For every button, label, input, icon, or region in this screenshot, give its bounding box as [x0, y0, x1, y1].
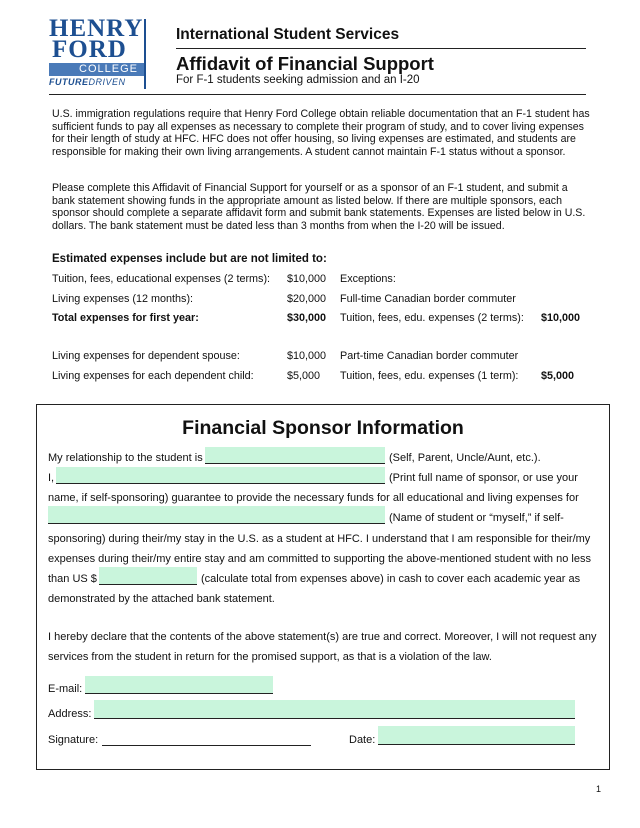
form-title: Financial Sponsor Information [182, 417, 464, 439]
logo-henry-text: HENRY [49, 15, 144, 42]
expense-label: Living expenses for each dependent child: [52, 370, 254, 382]
expenses-title: Estimated expenses include but are not limited to: [52, 253, 327, 265]
logo-college-text: COLLEGE [49, 63, 144, 76]
amount-field[interactable] [99, 567, 197, 585]
exception-label: Full-time Canadian border commuter [340, 293, 516, 305]
signature-label: Signature: [48, 734, 99, 746]
date-label: Date: [349, 734, 376, 746]
signature-line[interactable] [102, 732, 311, 746]
expense-amount: $10,000 [287, 273, 327, 285]
sponsor-name-field[interactable] [56, 467, 385, 484]
page-number: 1 [596, 784, 602, 794]
declaration-line: services from the student in return for the promised support, as that is a violation of the law. [48, 651, 492, 663]
logo-ford-text: FORD [52, 36, 127, 63]
relationship-hint: (Self, Parent, Uncle/Aunt, etc.). [389, 452, 541, 464]
amount-hint: (calculate total from expenses above) in cash to cover each academic year as [201, 573, 581, 585]
address-label: Address: [48, 708, 92, 720]
expense-label-total: Total expenses for first year: [52, 312, 199, 324]
amount-label: than US $ [48, 573, 97, 585]
relationship-label: My relationship to the student is [48, 452, 203, 464]
exception-amount: $5,000 [541, 370, 575, 382]
declaration-line: I hereby declare that the contents of the above statement(s) are true and correct. Moreover, I will not request any [48, 631, 597, 643]
logo-tagline: FUTUREDRIVEN [49, 77, 126, 87]
intro-paragraph-2: Please complete this Affidavit of Financial Support for yourself or as a sponsor of an F-1 student, and submit a bank statement showing funds in the appropriate amount as listed below. If there are multiple sponsors, each sponsor should complete a separate affidavit form and submit bank statements. Expenses are listed below in U.S. dollars. The bank statement must be dated less than 3 months from when the I-20 will be issued. [52, 182, 586, 232]
email-field[interactable] [85, 676, 273, 694]
exception-label: Part-time Canadian border commuter [340, 350, 519, 362]
logo-divider [144, 19, 146, 89]
page-title: Affidavit of Financial Support [176, 53, 434, 74]
header-rule [176, 48, 586, 49]
expense-amount: $5,000 [287, 370, 321, 382]
date-field[interactable] [378, 726, 575, 745]
student-name-hint: (Name of student or “myself,” if self- [389, 512, 564, 524]
exception-label: Tuition, fees, edu. expenses (2 terms): [340, 312, 524, 324]
header-bottom-rule [49, 94, 586, 95]
page-subtitle: For F-1 students seeking admission and an I-20 [176, 74, 420, 86]
i-label: I, [48, 472, 55, 484]
exception-label: Tuition, fees, edu. expenses (1 term): [340, 370, 519, 382]
expense-amount: $20,000 [287, 293, 327, 305]
expense-amount: $10,000 [287, 350, 327, 362]
email-label: E-mail: [48, 683, 83, 695]
expense-amount-total: $30,000 [287, 312, 327, 324]
organization-name: International Student Services [176, 26, 400, 43]
form-text-line: demonstrated by the attached bank statement. [48, 593, 275, 605]
exception-amount: $10,000 [541, 312, 581, 324]
form-text-line: name, if self-sponsoring) guarantee to provide the necessary funds for all educational and living expenses for [48, 492, 579, 504]
sponsor-name-hint: (Print full name of sponsor, or use your [389, 472, 578, 484]
address-field[interactable] [94, 700, 575, 719]
intro-paragraph-1: U.S. immigration regulations require that Henry Ford College obtain reliable documentation that an F-1 student has sufficient funds to pay all expenses as necessary to complete their program of study, and to cover living expenses for their length of study at HFC. HFC does not offer housing, so living expenses are estimated, and students are responsible for making their own living arrangements. A student cannot maintain F-1 status without a sponsor. [52, 108, 590, 158]
exception-label: Exceptions: [340, 273, 396, 285]
expense-label: Living expenses (12 months): [52, 293, 194, 305]
form-text-line: sponsoring) during their/my stay in the U.S. as a student at HFC. I understand that I am responsible for their/my [48, 533, 591, 545]
expense-label: Tuition, fees, educational expenses (2 terms): [52, 273, 271, 285]
student-name-field[interactable] [48, 506, 385, 524]
relationship-field[interactable] [205, 447, 385, 464]
form-text-line: expenses during their/my entire stay and am committed to supporting the above-mentioned student with no less [48, 553, 591, 565]
expense-label: Living expenses for dependent spouse: [52, 350, 240, 362]
